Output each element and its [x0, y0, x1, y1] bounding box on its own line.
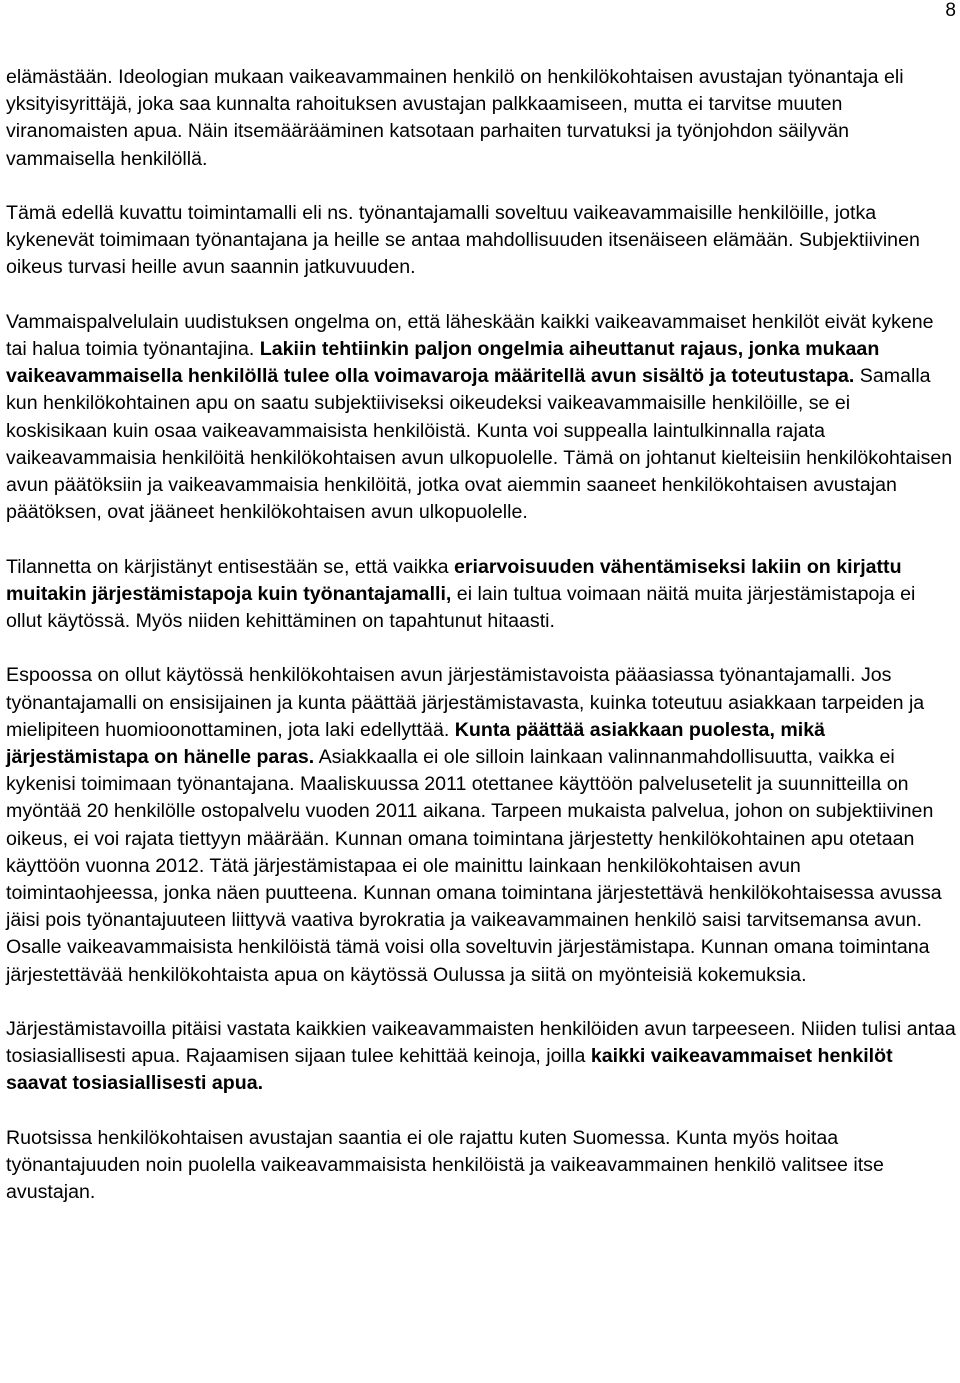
document-body: [6, 64, 956, 1206]
paragraph-2: [6, 200, 956, 282]
paragraph-6: [6, 1016, 956, 1098]
page-number: 8: [945, 0, 956, 21]
emphasized-text: Kunta päättää asiakkaan puolesta, mikä järjestämistapa on hänelle paras.: [6, 718, 826, 769]
paragraph-5: [6, 662, 956, 988]
text-segment: Tämä edellä kuvattu toimintamalli eli ns. työnantajamalli soveltuu vaikeavammaisille henkilöille, jotka kykenevät toimimaan työnantajana ja heille se antaa mahdollisuuden itsenäiseen elämään. Subjektiivinen oikeus turvasi heille avun saannin jatkuvuuden.: [6, 202, 920, 279]
emphasized-text: eriarvoisuuden vähentämiseksi lakiin on kirjattu muitakin järjestämistapoja kuin työnantajamalli,: [6, 555, 902, 605]
text-segment: Vammaispalvelulain uudistuksen ongelma on, että läheskään kaikki vaikeavammaiset henkilöt eivät kykene tai halua toimia työnantajina.: [6, 310, 934, 360]
text-segment: Espoossa on ollut käytössä henkilökohtaisen avun järjestämistavoista pääasiassa työnantajamalli. Jos työnantajamalli on ensisijainen ja kunta päättää järjestämistavasta, kuinka toteutuu asiakkaan tarpeiden ja mielipiteen huomioonottaminen, jota laki edellyttää.: [6, 664, 925, 741]
text-segment: ei lain tultua voimaan näitä muita järjestämistapoja ei ollut käytössä. Myös niiden kehittäminen on tapahtunut hitaasti.: [6, 582, 916, 633]
text-segment: Järjestämistavoilla pitäisi vastata kaikkien vaikeavammaisten henkilöiden avun tarpeeseen. Niiden tulisi antaa tosiasiallisesti apua. Rajaamisen sijaan tulee kehittää keinoja, joilla: [6, 1018, 956, 1068]
text-segment: Samalla kun henkilökohtainen apu on saatu subjektiiviseksi oikeudeksi vaikeavammaisille henkilöille, se ei koskisikaan kuin osaa vaikeavammaisista henkilöistä. Kunta voi suppealla laintulkinnalla rajata vaikeavammaisia henkilöitä henkilökohtaisen avun ulkopuolelle. Tämä on johtanut kielteisiin henkilökohtaisen avun päätöksiin ja vaikeavammaisia henkilöitä, jotka ovat aiemmin saaneet henkilökohtaisen avustajan päätöksen, ovat jääneet henkilökohtaisen avun ulkopuolelle.: [6, 365, 953, 524]
text-segment: Ruotsissa henkilökohtaisen avustajan saantia ei ole rajattu kuten Suomessa. Kunta myös hoitaa työnantajuuden noin puolella vaikeavammaisista henkilöistä ja vaikeavammainen henkilö valitsee itse avustajan.: [6, 1126, 884, 1204]
paragraph-4: [6, 554, 956, 636]
paragraph-3: [6, 309, 956, 527]
text-segment: elämästään. Ideologian mukaan vaikeavammainen henkilö on henkilökohtaisen avustajan työnantaja eli yksityisyrittäjä, joka saa kunnalta rahoituksen avustajan palkkaamiseen, mutta ei tarvitse muuten viranomaisten apua. Näin itsemäärääminen katsotaan parhaiten turvatuksi ja työnjohdon säilyvän vammaisella henkilöllä.: [6, 66, 904, 170]
text-segment: Asiakkaalla ei ole silloin lainkaan valinnanmahdollisuutta, vaikka ei kykenisi toimimaan työnantajana. Maaliskuussa 2011 otettanee käyttöön palvelusetelit ja suunnitteilla on myöntää 20 henkilölle ostopalvelu vuoden 2011 aikana. Tarpeen mukaista palvelua, johon on subjektiivinen oikeus, ei voi rajata tiettyyn määrään. Kunnan omana toimintana järjestetty henkilökohtainen apu otetaan käyttöön vuonna 2012. Tätä järjestämistapaa ei ole mainittu lainkaan henkilökohtaisen avun toimintaohjeessa, jonka näen puutteena. Kunnan omana toimintana järjestettävä henkilökohtaisessa avussa jäisi pois työnantajuuteen liittyvä vaativa byrokratia ja vaikeavammainen henkilö saisi tarvitsemansa avun. Osalle vaikeavammaisista henkilöistä tämä voisi olla soveltuvin järjestämistapa. Kunnan omana toimintana järjestettävää henkilökohtaista apua on käytössä Oulussa ja siitä on myönteisiä kokemuksia.: [6, 746, 942, 986]
emphasized-text: kaikki vaikeavammaiset henkilöt saavat tosiasiallisesti apua.: [6, 1045, 893, 1095]
paragraph-1: [6, 64, 956, 173]
emphasized-text: Lakiin tehtiinkin paljon ongelmia aiheuttanut rajaus, jonka mukaan vaikeavammaisella henkilöllä tulee olla voimavaroja määritellä avun sisältö ja toteutustapa.: [6, 338, 880, 388]
text-segment: Tilannetta on kärjistänyt entisestään se, että vaikka: [6, 555, 454, 578]
paragraph-7: [6, 1125, 956, 1207]
